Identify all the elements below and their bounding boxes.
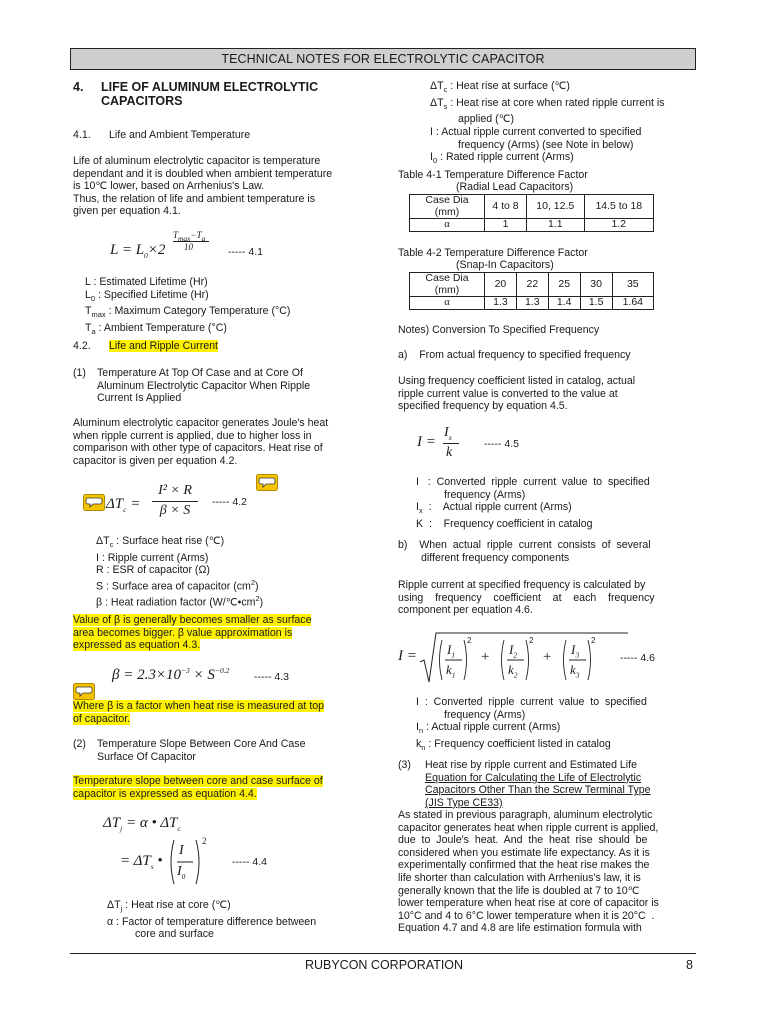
eq46-sq3: 2 xyxy=(591,636,596,645)
legend-symbol: I xyxy=(430,126,433,138)
eq44-frac-den xyxy=(177,864,185,881)
text-line: b) When actual ripple current consists of several xyxy=(398,539,651,551)
legend-symbol: I xyxy=(430,151,433,164)
legend-symbol: α xyxy=(107,915,114,928)
legend-symbol: ΔT xyxy=(96,535,110,547)
text-line: Temperature Slope Between Core And Case xyxy=(97,738,306,750)
comment-icon[interactable] xyxy=(256,474,278,491)
legend-desc: : ESR of capacitor (Ω) xyxy=(103,564,210,577)
eq41-sub-max: max xyxy=(178,233,191,243)
legend-desc: : Converted ripple current value to specified xyxy=(418,696,647,708)
table-cell: 1.2 xyxy=(584,219,653,232)
eq41-times2: ×2 xyxy=(147,242,166,258)
subsection-4-1-number: 4.1. xyxy=(73,129,91,141)
eq41-t: T xyxy=(173,230,179,240)
eq45-lhs: I = xyxy=(417,434,436,450)
comment-icon[interactable] xyxy=(73,683,95,700)
paragraph-beta-value xyxy=(73,614,358,652)
subsection-4-1-title: Life and Ambient Temperature xyxy=(109,129,251,141)
legend-sub: a xyxy=(91,327,96,337)
text-line: Aluminum Electrolytic Capacitor When Ripple xyxy=(97,379,311,392)
legend-desc: : Estimated Lifetime (Hr) xyxy=(90,276,208,288)
item-3-number: (3) xyxy=(398,759,411,771)
highlighted-line: expressed as equation 4.3. xyxy=(73,639,201,652)
legend-row xyxy=(416,709,686,722)
highlighted-line: of capacitor. xyxy=(73,712,131,725)
eq46-sub: 1 xyxy=(451,670,456,680)
table-4-2 xyxy=(409,272,654,310)
paragraph-temperature-slope xyxy=(73,775,358,800)
table-cell: 30 xyxy=(580,273,612,297)
eq44-rest: = α • ΔT xyxy=(122,815,178,831)
eq46-den2 xyxy=(508,662,518,680)
table-cell: α xyxy=(410,219,485,232)
eq45-sub-x: x xyxy=(448,432,453,442)
legend-row xyxy=(416,489,686,502)
legend-desc: : Converted ripple current value to specified xyxy=(418,476,650,488)
eq44-square: 2 xyxy=(202,836,207,846)
section-number: 4. xyxy=(73,80,84,94)
legend-desc: : Maximum Category Temperature (°C) xyxy=(105,305,291,318)
eq45-fraction-bar xyxy=(443,443,459,444)
legend-4-2 xyxy=(96,535,263,609)
legend-desc: : Actual ripple current converted to specified xyxy=(432,126,642,138)
eq43-exp1: −3 xyxy=(180,666,190,675)
legend-symbol: ΔT xyxy=(430,96,444,109)
legend-row xyxy=(430,113,700,126)
eq46-num1 xyxy=(447,642,455,660)
legend-row xyxy=(416,721,686,738)
text-line: Current Is Applied xyxy=(97,392,182,405)
eq42-denominator: β × S xyxy=(159,503,191,518)
table-cell: 14.5 to 18 xyxy=(584,195,653,219)
legend-row xyxy=(430,151,700,168)
highlighted-line: capacitor is expressed as equation 4.4. xyxy=(73,787,257,800)
legend-row xyxy=(85,305,290,322)
table-header-row xyxy=(410,273,654,297)
eq46-plus1: + xyxy=(480,649,491,665)
comment-icon[interactable] xyxy=(83,494,105,511)
eq44-den-sub: 0 xyxy=(181,871,186,881)
legend-symbol: k xyxy=(416,737,422,750)
equation-4-3 xyxy=(112,666,229,684)
legend-4-1 xyxy=(85,276,290,339)
page-header xyxy=(70,48,696,70)
text-line: dependant and it is doubled when ambient temperature xyxy=(73,167,333,180)
text-line: Temperature At Top Of Case and at Core Of xyxy=(97,367,303,379)
eq41-minus: −T xyxy=(190,230,202,240)
eq43-number: ----- 4.3 xyxy=(254,671,289,683)
eq46-sub: 3 xyxy=(575,670,580,680)
text-line: 10°C and 4 to 6°C lower temperature when it is 20°C . xyxy=(398,909,655,922)
item-3-title xyxy=(425,759,687,809)
legend-symbol: I xyxy=(416,501,419,514)
legend-symbol: R xyxy=(96,564,104,577)
table-cell: 1.4 xyxy=(548,297,580,310)
notes-title: Notes) Conversion To Specified Frequency xyxy=(398,324,600,336)
legend-sup: 2 xyxy=(250,577,256,587)
section-title-line1: LIFE OF ALUMINUM ELECTROLYTIC xyxy=(101,80,319,94)
eq45-numerator xyxy=(444,425,452,442)
eq43-exp2: −0.2 xyxy=(214,666,230,675)
legend-desc: : Heat rise at surface (℃) xyxy=(447,80,570,92)
legend-symbol: I xyxy=(416,721,419,734)
text-line: lower temperature when heat rise at core of capacitor is xyxy=(398,897,659,910)
text-line: Ripple current at specified frequency is calculated by xyxy=(398,579,646,591)
legend-symbol: T xyxy=(85,305,92,318)
table-4-2-title: Table 4-2 Temperature Difference Factor xyxy=(398,247,588,259)
section-title-line2: CAPACITORS xyxy=(101,94,183,108)
note-a: a) From actual frequency to specified frequency xyxy=(398,349,631,361)
legend-row: β : Heat radiation factor $(W/℃•cm^2)$ xyxy=(96,594,264,609)
subsection-4-2-number: 4.2. xyxy=(73,340,91,352)
legend-desc: : Surface heat rise (℃) xyxy=(113,535,225,547)
eq41-exp-den: 10 xyxy=(184,242,193,252)
table-header-row xyxy=(410,195,654,219)
legend-row xyxy=(96,535,263,552)
legend-sub: 0 xyxy=(90,293,96,303)
legend-row xyxy=(96,564,263,577)
legend-symbol: I xyxy=(416,696,419,708)
table-cell: 20 xyxy=(485,273,517,297)
text-line: using frequency coefficient at each frequency xyxy=(398,591,655,604)
text-line: As stated in previous paragraph, aluminum electrolytic xyxy=(398,809,653,821)
text-line: Equation 4.7 and 4.8 are life estimation formula with xyxy=(398,922,642,935)
legend-desc: : Actual ripple current (Arms) xyxy=(423,721,561,734)
eq41-sub0: 0 xyxy=(144,251,148,260)
text-line: Surface Of Capacitor xyxy=(97,750,196,763)
item-2-number: (2) xyxy=(73,738,86,750)
text-line: Heat rise by ripple current and Estimated Life xyxy=(425,759,637,771)
eq44-den-i: I xyxy=(177,864,182,879)
legend-symbol: ΔT xyxy=(107,899,121,911)
table-4-1-title: Table 4-1 Temperature Difference Factor xyxy=(398,169,588,181)
text-line: Thus, the relation of life and ambient temperature is xyxy=(73,192,316,205)
paragraph-frequency-coefficient xyxy=(398,375,683,413)
legend-row xyxy=(107,899,359,916)
legend-desc: core and surface xyxy=(135,928,214,941)
legend-row xyxy=(430,139,700,152)
paragraph-life-temperature xyxy=(73,155,358,218)
highlighted-line: Temperature slope between core and case surface of xyxy=(73,775,323,787)
eq44-frac-num: I xyxy=(179,843,184,858)
underlined-line: (JIS Type CE33) xyxy=(425,796,503,809)
text-line: capacitor is given per equation 4.2. xyxy=(73,454,238,467)
legend-desc: : Surface area of capacitor (cm xyxy=(103,580,251,593)
legend-desc: : Rated ripple current (Arms) xyxy=(437,151,574,164)
legend-row xyxy=(430,97,700,114)
legend-row xyxy=(85,276,290,289)
legend-sub: max xyxy=(91,310,106,320)
table-cell: 22 xyxy=(516,273,548,297)
table-cell: 35 xyxy=(612,273,653,297)
eq43-base: β = 2.3×10 xyxy=(112,667,181,683)
table-cell: Case Dia (mm) xyxy=(410,273,485,297)
legend-desc: frequency (Arms) xyxy=(444,708,526,721)
eq46-number: ----- 4.6 xyxy=(620,652,655,664)
legend-desc: frequency (Arms) (see Note in below) xyxy=(458,138,634,151)
table-cell: 1.3 xyxy=(516,297,548,310)
item-2-title xyxy=(97,738,358,763)
text-line: Aluminum electrolytic capacitor generates Joule's heat xyxy=(73,417,329,429)
legend-4-4 xyxy=(107,899,359,941)
legend-symbol: T xyxy=(85,322,92,334)
table-row xyxy=(410,219,654,232)
highlighted-line: Where β is a factor when heat rise is measured at top xyxy=(73,700,325,712)
legend-row xyxy=(416,501,686,518)
table-cell: α xyxy=(410,297,485,310)
legend-row xyxy=(416,518,686,531)
eq46-i: I xyxy=(509,642,514,657)
paragraph-beta-factor xyxy=(73,700,358,725)
legend-desc: : Ambient Temperature (°C) xyxy=(95,322,227,334)
legend-symbol: ΔT xyxy=(430,80,444,92)
header-title: TECHNICAL NOTES FOR ELECTROLYTIC CAPACITOR xyxy=(221,52,545,66)
legend-top-right xyxy=(430,80,700,168)
text-line: Life of aluminum electrolytic capacitor is temperature xyxy=(73,155,321,167)
legend-symbol: L xyxy=(85,288,91,301)
legend-row xyxy=(107,928,359,941)
legend-sub: x xyxy=(418,506,423,516)
eq46-den1 xyxy=(446,662,456,680)
eq41-sub-a: a xyxy=(201,233,206,243)
eq42-sub-c: c xyxy=(123,505,127,514)
legend-sub: s xyxy=(443,101,448,111)
legend-desc: : Heat rise at core (℃) xyxy=(122,899,231,911)
legend-desc: : Frequency coefficient listed in catalog xyxy=(425,737,611,750)
eq44-dot: • xyxy=(153,853,163,869)
text-line: considered when you estimate life expectancy. As it is xyxy=(398,846,650,859)
table-cell: 25 xyxy=(548,273,580,297)
eq44-delta-tj: ΔT xyxy=(103,815,121,831)
legend-desc: : Frequency coefficient in catalog xyxy=(423,517,593,530)
eq44-sub-c: c xyxy=(177,824,181,833)
eq46-i: I xyxy=(447,642,452,657)
note-b xyxy=(398,539,683,564)
legend-row: S : Surface area of capacitor $(cm^2)$ xyxy=(96,577,259,593)
eq46-sq1: 2 xyxy=(467,636,472,645)
underlined-line: Equation for Calculating the Life of Electrolytic xyxy=(425,771,642,784)
eq45-denominator: k xyxy=(446,445,453,460)
equation-4-6 xyxy=(398,628,638,688)
paragraph-ripple-specified xyxy=(398,579,683,617)
eq42-number: ----- 4.2 xyxy=(212,496,247,508)
eq42-numerator: I² × R xyxy=(158,483,192,498)
footer-divider xyxy=(70,953,696,954)
eq44-line1 xyxy=(103,815,181,833)
eq42-fraction-bar xyxy=(152,501,198,502)
eq44-delta-ts: = ΔT xyxy=(120,853,151,869)
table-cell: 1 xyxy=(485,219,527,232)
eq44-line2 xyxy=(120,853,163,871)
text-line: ripple current value is converted to the value at xyxy=(398,387,618,400)
eq45-i: I xyxy=(444,425,449,440)
legend-sub: n xyxy=(418,726,424,736)
legend-sub: n xyxy=(421,743,426,752)
eq46-plus2: + xyxy=(542,649,553,665)
eq46-k: k xyxy=(446,662,452,677)
table-4-1-subtitle: (Radial Lead Capacitors) xyxy=(456,181,574,193)
page-number: 8 xyxy=(686,958,693,972)
legend-4-5 xyxy=(416,476,686,530)
legend-symbol: L xyxy=(85,276,91,288)
eq46-k: k xyxy=(570,662,576,677)
eq41-number: ----- 4.1 xyxy=(228,246,263,258)
eq46-num3 xyxy=(571,642,579,660)
legend-row xyxy=(416,696,686,709)
legend-symbol: I xyxy=(416,476,419,488)
legend-row xyxy=(96,552,263,565)
legend-sup: 2 xyxy=(255,594,260,604)
text-line: Using frequency coefficient listed in catalog, actual xyxy=(398,375,636,387)
text-line: specified frequency by equation 4.5. xyxy=(398,400,568,413)
text-line: given per equation 4.1. xyxy=(73,205,181,218)
legend-row xyxy=(430,80,700,97)
text-line: component per equation 4.6. xyxy=(398,604,533,617)
eq44-sub-s: s xyxy=(150,862,154,871)
eq42-delta-t: ΔT xyxy=(106,496,124,512)
footer-company: RUBYCON CORPORATION xyxy=(304,958,464,972)
eq44-number: ----- 4.4 xyxy=(232,856,267,868)
table-cell: 1.64 xyxy=(612,297,653,310)
legend-row xyxy=(107,916,359,929)
eq46-sq2: 2 xyxy=(529,636,534,645)
eq46-num2 xyxy=(509,642,517,660)
legend-sub: c xyxy=(443,85,448,95)
highlighted-line: Value of β is generally becomes smaller as surface xyxy=(73,614,312,626)
item-1-number: (1) xyxy=(73,367,86,379)
table-cell: 10, 12.5 xyxy=(526,195,584,219)
eq46-sub: 2 xyxy=(513,670,518,680)
text-line: is 10℃ lower, based on Arrhenius's Law. xyxy=(73,180,265,193)
table-4-1 xyxy=(409,194,654,232)
legend-row xyxy=(85,322,290,339)
table-cell: 4 to 8 xyxy=(485,195,527,219)
eq41-body xyxy=(110,242,165,260)
legend-symbol: β xyxy=(96,596,103,609)
paragraph-life-estimation xyxy=(398,809,685,935)
text-line: different frequency components xyxy=(421,551,570,564)
legend-desc: : Specified Lifetime (Hr) xyxy=(95,288,209,301)
legend-symbol: K xyxy=(416,517,424,530)
legend-desc: applied (℃) xyxy=(458,113,515,126)
table-cell: 1.3 xyxy=(485,297,517,310)
legend-sub: 0 xyxy=(432,156,438,166)
eq46-lhs: I = xyxy=(398,648,417,664)
table-cell: Case Dia (mm) xyxy=(410,195,485,219)
eq46-k: k xyxy=(508,662,514,677)
highlighted-line: area becomes bigger. β value approximation is xyxy=(73,626,293,639)
legend-row xyxy=(416,476,686,489)
eq46-sub: 3 xyxy=(575,650,580,660)
table-cell: 1.5 xyxy=(580,297,612,310)
legend-symbol: I xyxy=(96,551,99,564)
eq46-i: I xyxy=(571,642,576,657)
text-line: capacitor generates heat when ripple current is applied, xyxy=(398,821,659,834)
item-1-title xyxy=(97,367,358,405)
table-cell: 1.1 xyxy=(526,219,584,232)
legend-row xyxy=(430,126,700,139)
eq46-den3 xyxy=(570,662,580,680)
table-4-2-subtitle: (Snap-In Capacitors) xyxy=(456,259,554,271)
legend-row xyxy=(416,738,686,755)
legend-sub: j xyxy=(120,904,123,914)
text-line: comparison with other type of capacitors. Heat rise of xyxy=(73,442,323,455)
legend-symbol: S xyxy=(96,580,104,593)
eq45-number: ----- 4.5 xyxy=(484,438,519,450)
paragraph-joule-heat xyxy=(73,417,358,467)
eq41-lhs: L = L xyxy=(110,242,145,258)
eq44-sub-j: j xyxy=(120,824,123,833)
text-line: when ripple current is applied, due to higher loss in xyxy=(73,429,312,442)
legend-desc: : Factor of temperature difference between xyxy=(113,915,317,928)
eq46-sub: 1 xyxy=(451,650,456,660)
table-row xyxy=(410,297,654,310)
eq42-equals: = xyxy=(130,496,141,512)
subsection-4-2-title: Life and Ripple Current xyxy=(109,340,218,352)
legend-row xyxy=(85,289,290,306)
text-line: experimentally confirmed that the heat rise makes the xyxy=(398,859,650,872)
legend-desc: : Heat rise at core when rated ripple current is xyxy=(447,96,665,109)
underlined-line: Capacitors Other Than the Screw Terminal Type xyxy=(425,784,651,797)
legend-desc: : Heat radiation factor (W/℃•cm xyxy=(102,596,256,609)
legend-4-6 xyxy=(416,696,686,755)
text-line: generally known that the life is doubled at 7 to 10℃ xyxy=(398,884,640,897)
text-line: due to Joule's heat. And the heat rise should be xyxy=(398,834,648,847)
eq42-lhs xyxy=(106,496,140,514)
legend-desc: frequency (Arms) xyxy=(444,488,526,501)
eq43-mid: × S xyxy=(189,667,215,683)
legend-sub: c xyxy=(109,540,114,550)
legend-desc: : Actual ripple current (Arms) xyxy=(422,501,572,514)
text-line: life shorter than calculation with Arrhenius's law, it is xyxy=(398,871,641,884)
legend-desc: : Ripple current (Arms) xyxy=(98,551,209,564)
eq46-sub: 2 xyxy=(513,650,518,660)
